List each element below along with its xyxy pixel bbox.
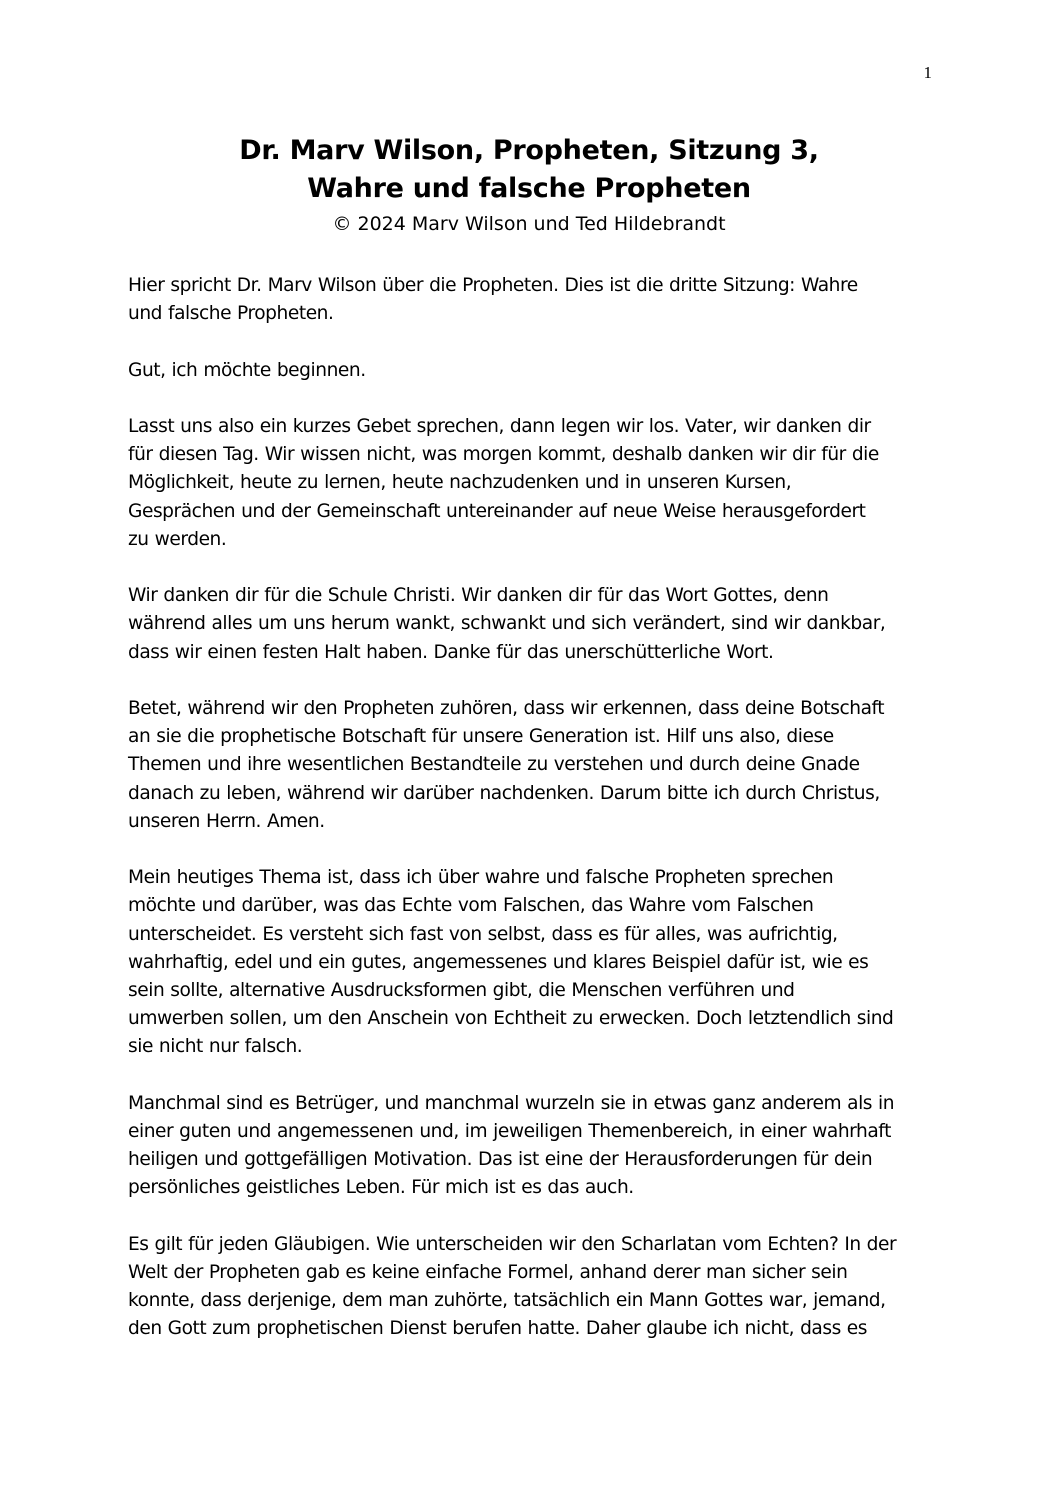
text-line: sie nicht nur falsch. <box>128 1036 303 1058</box>
paragraph-believers <box>128 1231 936 1344</box>
document-body <box>128 272 936 1372</box>
text-line: Hier spricht Dr. Marv Wilson über die Propheten. Dies ist die dritte Sitzung: Wahre <box>128 275 858 296</box>
paragraph-intro <box>128 272 936 328</box>
paragraph-topic <box>128 864 936 1061</box>
paragraph-prayer-3 <box>128 695 936 836</box>
copyright-notice: © 2024 Marv Wilson und Ted Hildebrandt <box>332 213 726 235</box>
text-line: unseren Herrn. Amen. <box>128 810 325 832</box>
paragraph-prayer-2 <box>128 582 936 667</box>
title-block <box>128 132 930 239</box>
text-line: Gut, ich möchte beginnen. <box>128 359 366 381</box>
text-line: Mein heutiges Thema ist, dass ich über wahre und falsche Propheten sprechen <box>128 867 834 889</box>
text-line: Möglichkeit, heute zu lernen, heute nachzudenken und in unseren Kursen, <box>128 472 792 494</box>
text-line: sein sollte, alternative Ausdrucksformen gibt, die Menschen verführen und <box>128 980 795 1001</box>
text-line: zu werden. <box>128 528 227 550</box>
text-line: wahrhaftig, edel und ein gutes, angemessenes und klares Beispiel dafür ist, wie es <box>128 951 869 973</box>
text-line: und falsche Propheten. <box>128 303 334 325</box>
text-line: Welt der Propheten gab es keine einfache Formel, anhand derer man sicher sein <box>128 1262 848 1283</box>
document-title-line-1: Dr. Marv Wilson, Propheten, Sitzung 3, <box>239 135 819 166</box>
text-line: Betet, während wir den Propheten zuhören, dass wir erkennen, dass deine Botschaft <box>128 697 885 719</box>
text-line: Es gilt für jeden Gläubigen. Wie unterscheiden wir den Scharlatan vom Echten? In der <box>128 1233 897 1255</box>
page-number: 1 <box>923 63 932 82</box>
document-title-line-2: Wahre und falsche Propheten <box>307 173 751 204</box>
text-line: Manchmal sind es Betrüger, und manchmal wurzeln sie in etwas ganz anderem als in <box>128 1092 895 1114</box>
text-line: Lasst uns also ein kurzes Gebet sprechen, dann legen wir los. Vater, wir danken dir <box>128 415 871 437</box>
text-line: persönliches geistliches Leben. Für mich ist es das auch. <box>128 1177 634 1199</box>
text-line: den Gott zum prophetischen Dienst berufen hatte. Daher glaube ich nicht, dass es <box>128 1318 868 1340</box>
text-line: an sie die prophetische Botschaft für unsere Generation ist. Hilf uns also, diese <box>128 726 834 748</box>
text-line: unterscheidet. Es versteht sich fast von selbst, dass es für alles, was aufrichtig, <box>128 923 838 945</box>
paragraph-begin <box>128 357 936 385</box>
text-line: möchte und darüber, was das Echte vom Falschen, das Wahre vom Falschen <box>128 895 814 917</box>
text-line: danach zu leben, während wir darüber nachdenken. Darum bitte ich durch Christus, <box>128 782 880 804</box>
text-line: heiligen und gottgefälligen Motivation. Das ist eine der Herausforderungen für dein <box>128 1149 873 1171</box>
text-line: während alles um uns herum wankt, schwankt und sich verändert, sind wir dankbar, <box>128 613 886 635</box>
paragraph-prayer-1 <box>128 413 936 554</box>
paragraph-impostors <box>128 1090 936 1203</box>
text-line: dass wir einen festen Halt haben. Danke für das unerschütterliche Wort. <box>128 641 774 663</box>
text-line: für diesen Tag. Wir wissen nicht, was morgen kommt, deshalb danken wir dir für die <box>128 444 879 466</box>
text-line: einer guten und angemessenen und, im jeweiligen Themenbereich, in einer wahrhaft <box>128 1121 891 1142</box>
text-line: umwerben sollen, um den Anschein von Echtheit zu erwecken. Doch letztendlich sind <box>128 1008 894 1030</box>
text-line: konnte, dass derjenige, dem man zuhörte, tatsächlich ein Mann Gottes war, jemand, <box>128 1290 886 1312</box>
text-line: Themen und ihre wesentlichen Bestandteile zu verstehen und durch deine Gnade <box>128 754 860 776</box>
text-line: Gesprächen und der Gemeinschaft untereinander auf neue Weise herausgefordert <box>128 500 866 522</box>
text-line: Wir danken dir für die Schule Christi. Wir danken dir für das Wort Gottes, denn <box>128 585 829 607</box>
